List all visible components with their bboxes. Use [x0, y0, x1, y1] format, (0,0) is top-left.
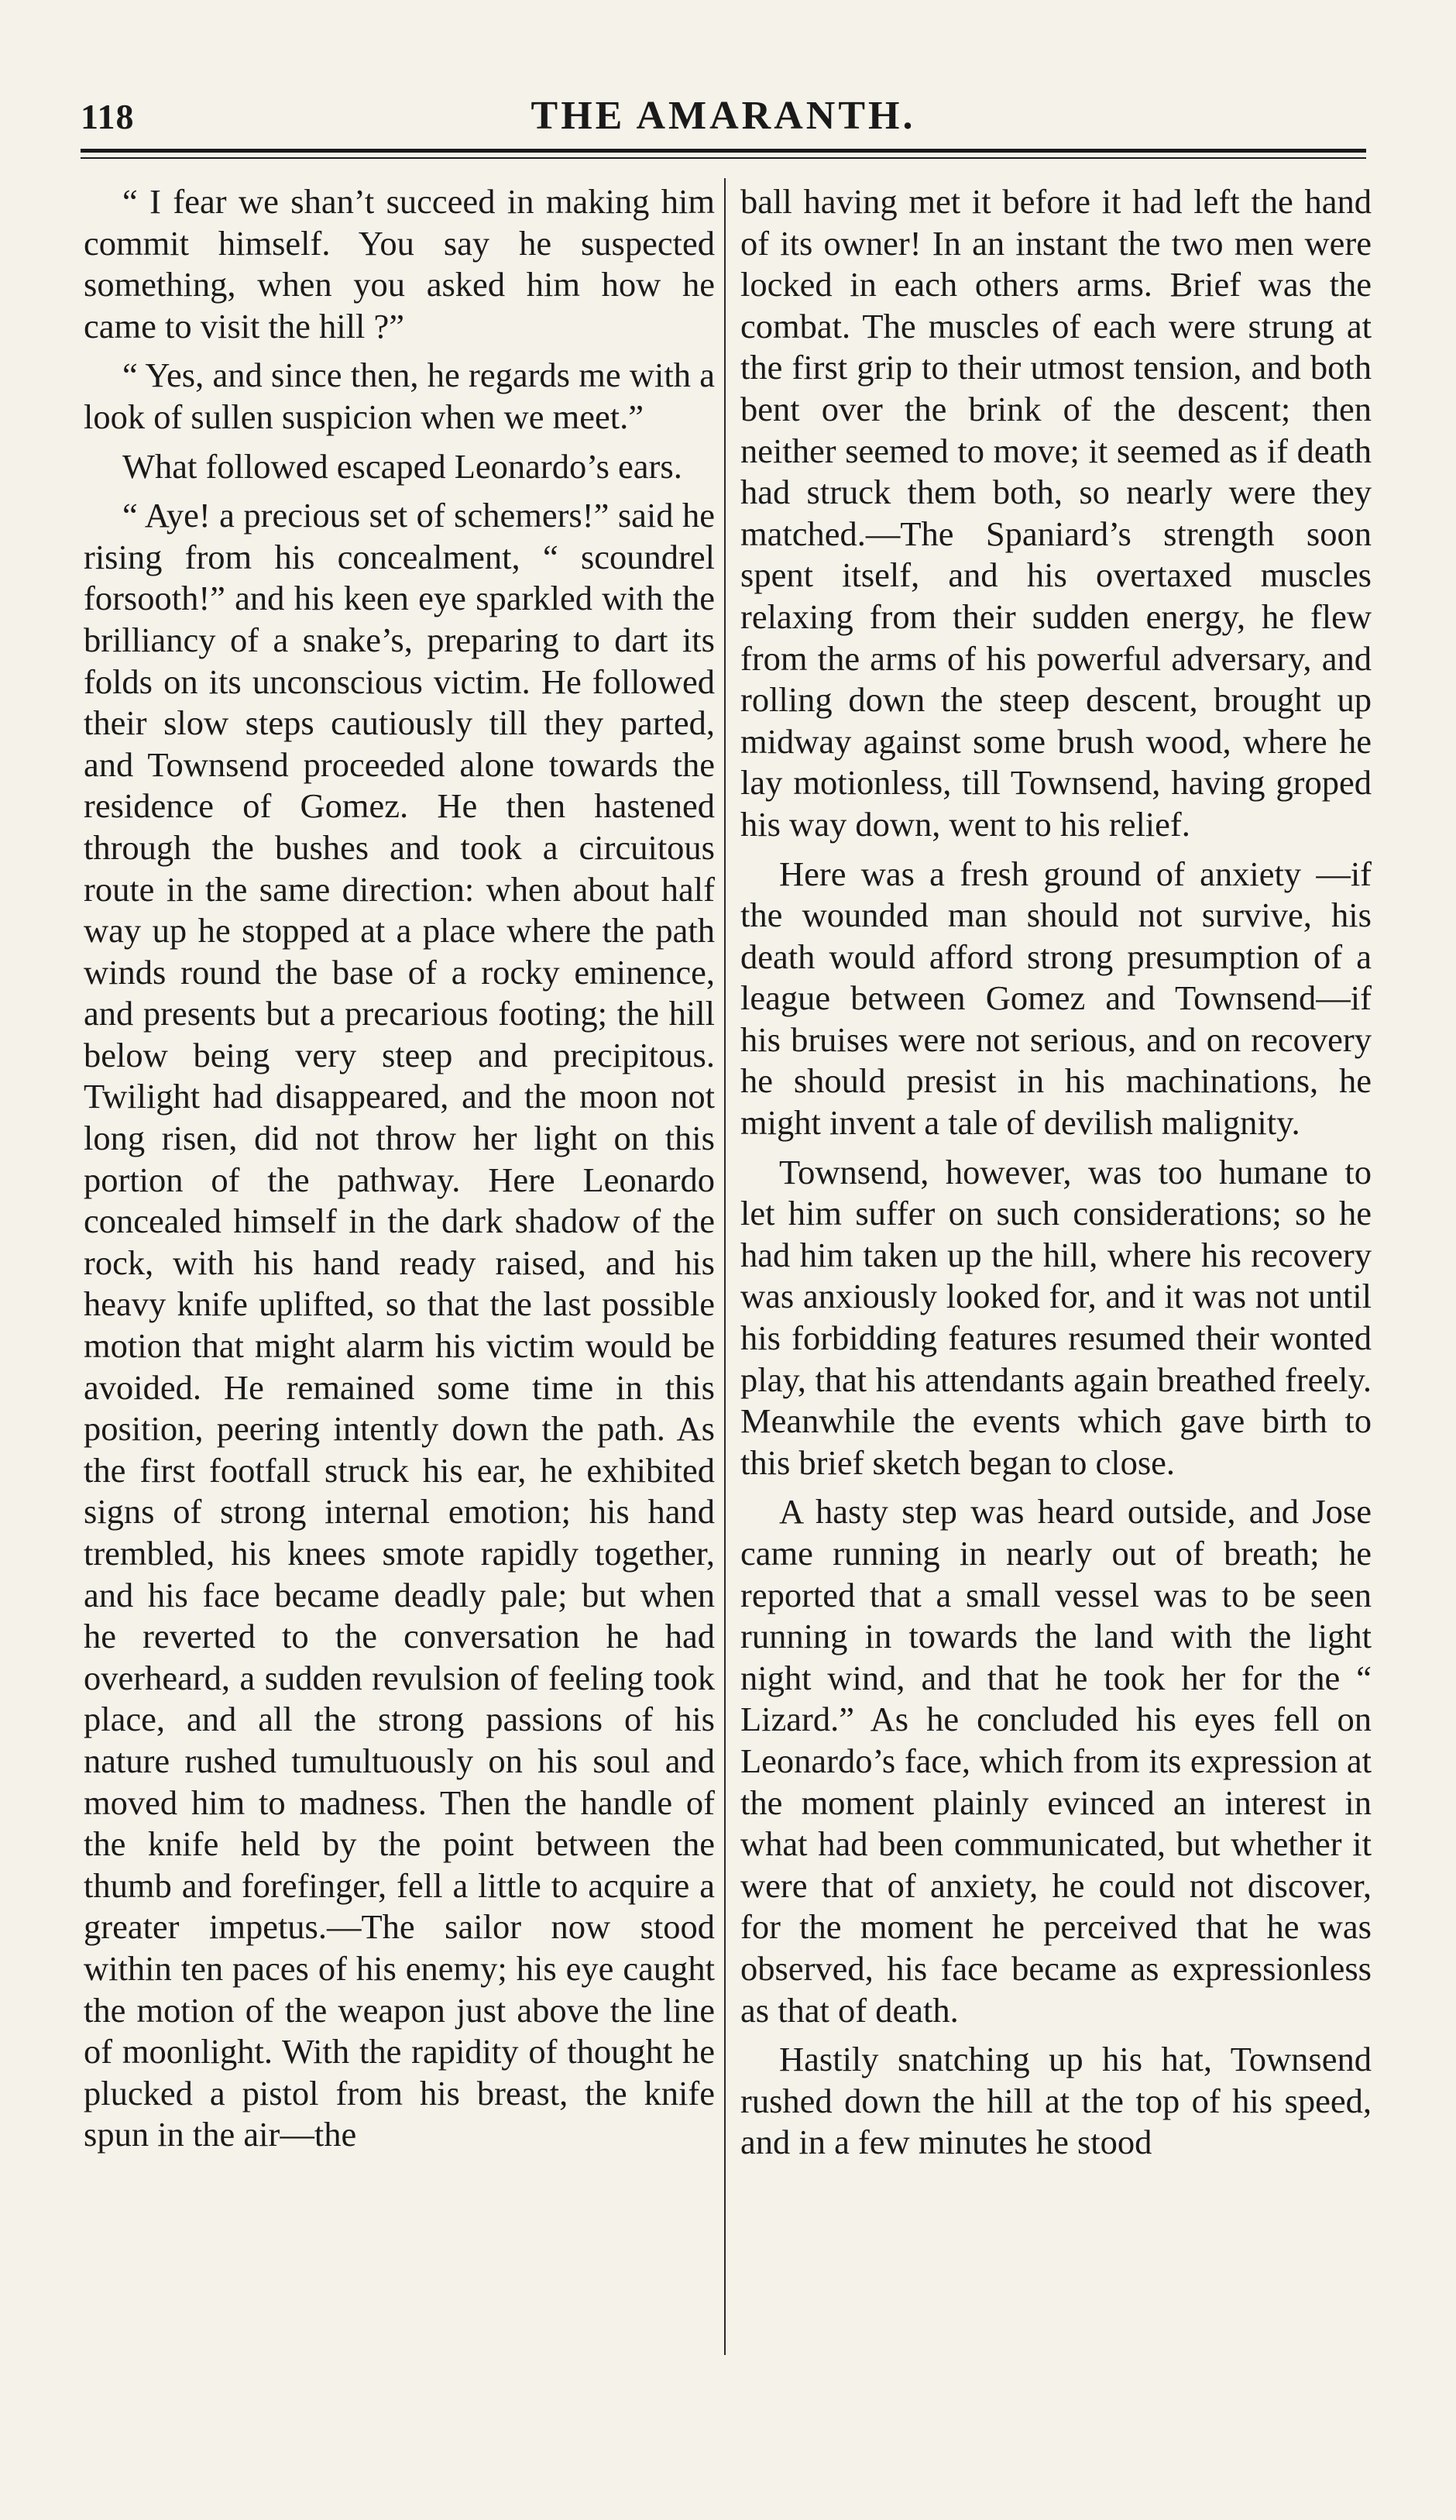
paragraph: “ I fear we shan’t succeed in making him commit himself. You say he suspected something, when you asked him how he came to visit the hill ?” — [84, 182, 715, 346]
paragraph: Here was a fresh ground of anxiety —if the wounded man should not survive, his death would afford strong presumption of a league between Gomez and Townsend—if his bruises were not serious, and on recovery he should presist in his machinations, he might invent a tale of devilish malignity. — [740, 854, 1372, 1143]
page-header — [81, 93, 1366, 155]
paragraph: “ Aye! a precious set of schemers!” said he rising from his concealment, “ scoundrel forsooth!” and his keen eye sparkled with the brilliancy of a snake’s, preparing to dart its folds on its unconscious victim. He followed their slow steps cautiously till they parted, and Townsend proceeded alone towards the residence of Gomez. He then hastened through the bushes and took a circuitous route in the same direction: when about half way up he stopped at a place where the path winds round the base of a rocky eminence, and presents but a precarious footing; the hill below being very steep and precipitous. Twilight had disappeared, and the moon not long risen, did not throw her light on this portion of the pathway. Here Leonardo concealed himself in the dark shadow of the rock, with his hand ready raised, and his heavy knife uplifted, so that the last possible motion that might alarm his victim would be avoided. He remained some time in this position, peering intently down the path. As the first footfall struck his ear, he exhibited signs of strong internal emotion; his hand trembled, his knees smote rapidly together, and his face became deadly pale; but when he reverted to the conversation he had overheard, a sudden revulsion of feeling took place, and all the strong passions of his nature rushed tumultuously on his soul and moved him to madness. Then the handle of the knife held by the point between the thumb and forefinger, fell a little to acquire a greater impetus.—The sailor now stood within ten paces of his enemy; his eye caught the motion of the weapon just above the line of moonlight. With the rapidity of thought he plucked a pistol from his breast, the knife spun in the air—the — [84, 496, 715, 2154]
left-column — [84, 181, 715, 2164]
paragraph: ball having met it before it had left the hand of its owner! In an instant the two men were locked in each others arms. Brief was the combat. The muscles of each were strung at the first grip to their utmost tension, and both bent over the brink of the descent; then neither seemed to move; it seemed as if death had struck them both, so nearly were they matched.—The Spaniard’s strength soon spent itself, and his overtaxed muscles relaxing from their sudden energy, he flew from the arms of his powerful adversary, and rolling down the steep descent, brought up midway against some brush wood, where he lay motionless, till Townsend, having groped his way down, went to his relief. — [740, 182, 1372, 844]
paragraph: Townsend, however, was too humane to let him suffer on such considerations; so he had him taken up the hill, where his recovery was anxiously looked for, and it was not until his forbidding features resumed their wonted play, that his attendants again breathed freely. Meanwhile the events which gave birth to this brief sketch began to close. — [740, 1152, 1372, 1482]
paragraph: Hastily snatching up his hat, Townsend rushed down the hill at the top of his speed, and in a few minutes he stood — [740, 2040, 1372, 2162]
column-divider — [724, 178, 726, 2355]
header-rule-thin — [81, 157, 1366, 159]
right-column — [740, 181, 1372, 2171]
page-number: 118 — [81, 97, 135, 136]
header-rule-thick — [81, 149, 1366, 153]
paragraph: A hasty step was heard outside, and Jose came running in nearly out of breath; he reported that a small vessel was to be seen running in towards the land with the light night wind, and that he took her for the “ Lizard.” As he concluded his eyes fell on Leonardo’s face, which from its expression at the moment plainly evinced an interest in what had been communicated, but whether it were that of anxiety, he could not discover, for the moment he perceived that he was observed, his face became as expressionless as that of death. — [740, 1492, 1372, 2030]
paragraph: What followed escaped Leonardo’s ears. — [122, 446, 682, 486]
paragraph: “ Yes, and since then, he regards me with a look of sullen suspicion when we meet.” — [84, 356, 715, 436]
running-title: THE AMARANTH. — [531, 94, 916, 138]
